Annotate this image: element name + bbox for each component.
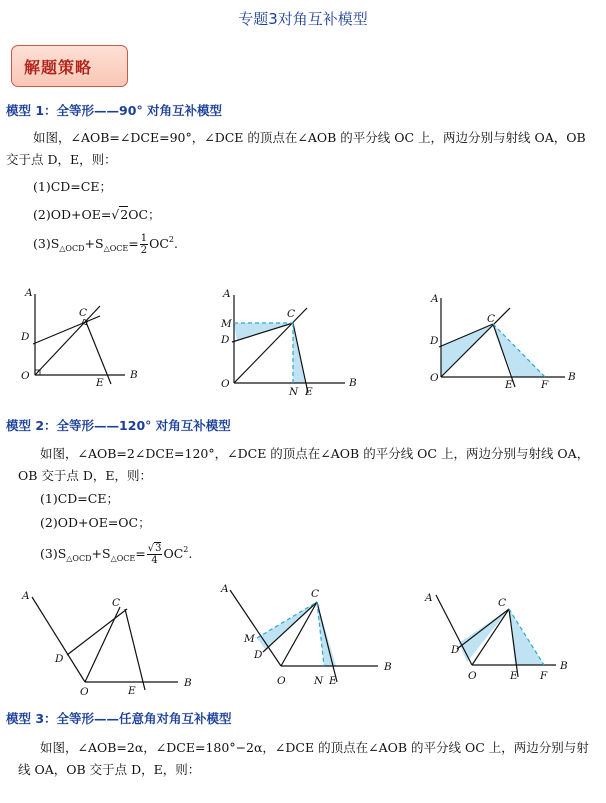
model3-description: 如图，∠AOB=2α，∠DCE=180°−2α，∠DCE 的顶点在∠AOB 的平分线 OC 上，两边分别与射线 OA，OB 交于点 D，E，则： [18,740,589,777]
svg-text:O: O [430,372,439,384]
svg-text:C: C [487,313,496,325]
svg-text:B: B [130,369,138,381]
svg-text:O: O [80,686,89,698]
svg-text:O: O [277,675,286,687]
svg-text:A: A [431,293,439,305]
strategy-banner [11,45,128,87]
svg-text:E: E [329,675,337,687]
svg-text:D: D [451,644,460,656]
svg-text:E: E [510,670,518,682]
svg-text:D: D [221,334,230,346]
svg-text:A: A [223,288,231,300]
svg-text:A: A [22,590,30,602]
model1-conclusion-3: $(3)S_{\triangle OCD}+S_{\triangle OCE}=$ $\frac{1}{2}$ $OC^2$. [33,233,178,256]
model2-heading: 模型 2：全等形——120° 对角互补模型 [6,418,231,433]
svg-text:M: M [221,318,232,330]
svg-text:B: B [568,371,576,383]
svg-text:E: E [96,377,104,389]
svg-text:B: B [560,660,568,672]
model1-heading: 模型 1：全等形——90° 对角互补模型 [6,103,223,118]
svg-text:M: M [244,633,255,645]
svg-text:D: D [55,653,64,665]
svg-text:A: A [425,592,433,604]
svg-text:E: E [305,386,313,398]
svg-text:F: F [540,670,548,682]
model2-figure-1 [10,585,210,700]
svg-text:O: O [221,378,230,390]
svg-text:A: A [25,287,33,299]
svg-text:F: F [541,379,549,391]
svg-text:D: D [21,331,30,343]
svg-text:C: C [311,588,320,600]
svg-text:B: B [384,661,392,673]
model2-conclusion-1: (1)CD=CE； [40,491,119,506]
model1-figure-1 [0,280,160,390]
svg-text:C: C [498,597,507,609]
page-title: 专题3对角互补模型 [238,10,368,28]
model2-conclusion-3: $(3)S_{\triangle OCD}+S_{\triangle OCE}=$ $\frac{√3}{4}$ $OC^2$. [40,543,193,566]
svg-text:B: B [184,677,192,689]
svg-text:O: O [21,370,30,382]
svg-text:N: N [314,675,324,687]
svg-text:B: B [349,377,357,389]
model1-figure-2 [215,285,365,400]
svg-text:C: C [112,597,121,609]
strategy-label: 解题策略 [24,58,93,77]
model1-conclusion-1: (1)CD=CE； [33,179,112,194]
svg-text:O: O [468,670,477,682]
model2-figure-2 [218,580,408,695]
model1-conclusion-2: (2)OD+OE=√2OC； [33,207,161,222]
svg-text:E: E [128,685,136,697]
model2-conclusion-2: (2)OD+OE=OC； [40,515,151,530]
svg-text:N: N [289,386,299,398]
svg-text:A: A [221,583,229,595]
model2-description: 如图，∠AOB=2∠DCE=120°，∠DCE 的顶点在∠AOB 的平分线 OC 上，两边分别与射线 OA，OB 交于点 D，E，则： [18,446,590,483]
model1-figure-3 [425,290,585,395]
svg-text:D: D [430,335,439,347]
model3-heading: 模型 3：全等形——任意角对角互补模型 [6,711,232,726]
svg-text:C: C [79,307,88,319]
svg-text:E: E [505,379,513,391]
svg-text:C: C [287,308,296,320]
model1-description: 如图，∠AOB=∠DCE=90°，∠DCE 的顶点在∠AOB 的平分线 OC 上，两边分别与射线 OA，OB 交于点 D，E，则： [6,130,586,167]
model2-figure-3 [420,585,590,690]
svg-text:D: D [254,649,263,661]
